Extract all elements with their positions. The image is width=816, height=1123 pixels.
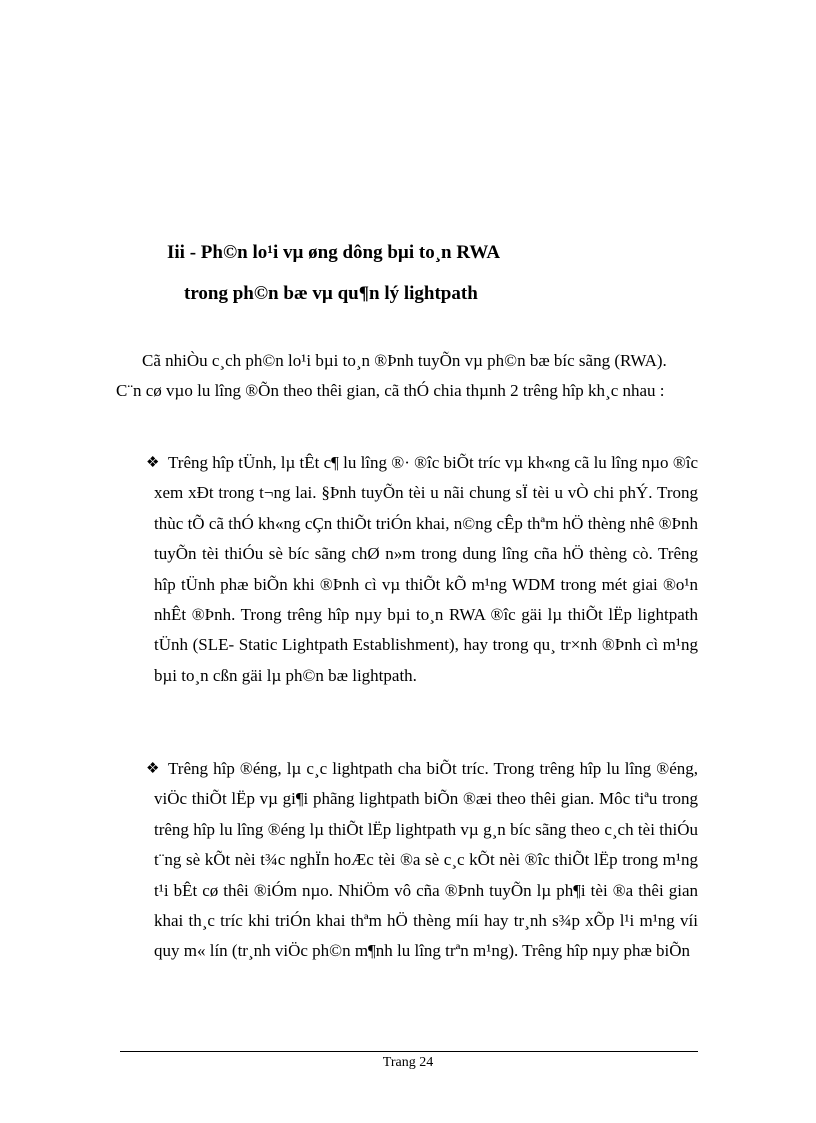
- bullet-text-dynamic: Trêng hîp ®éng, lµ c¸c lightpath cha biÕt tríc. Trong trêng hîp lu lîng ®éng, viÖc thiÕt lËp vµ gi¶i phãng lightpath biÕn ®æi theo thêi gian. Môc tiªu trong trêng hîp lu lîng ®éng lµ thiÕt lËp lightpath vµ g¸n bíc sãng theo c¸ch tèi thiÓu t¨ng sè kÕt nèi t¾c nghÏn hoÆc tèi ®a sè c¸c kÕt nèi ®îc thiÕt lËp trong m¹ng t¹i bÊt cø thêi ®iÓm nµo. NhiÖm vô cña ®Þnh tuyÕn lµ ph¶i tèi ®a thêi gian khai th¸c tríc khi triÓn khai thªm hÖ thèng míi hay tr¸nh s¾p xÕp l¹i m¹ng víi quy m« lín (tr¸nh viÖc ph©n m¶nh lu lîng trªn m¹ng). Trêng hîp nµy phæ biÕn: [154, 759, 698, 961]
- diamond-bullet-icon: ❖: [146, 455, 160, 471]
- page-number: Trang 24: [382, 1055, 434, 1070]
- intro-paragraph: Cã nhiÒu c¸ch ph©n lo¹i bµi to¸n ®Þnh tuyÕn vµ ph©n bæ bíc sãng (RWA). C¨n cø vµo lu lîng ®Õn theo thêi gian, cã thÓ chia thµnh 2 trêng hîp kh¸c nhau :: [116, 351, 667, 400]
- bullet-text-static: Trêng hîp tÜnh, lµ tÊt c¶ lu lîng ®· ®îc biÕt tríc vµ kh«ng cã lu lîng nµo ®îc xem xÐt trong t¬ng lai. §Þnh tuyÕn tèi u nãi chung sÏ tèi u vÒ chi phÝ. Trong thùc tÕ cã thÓ kh«ng cÇn thiÕt triÓn khai, n©ng cÊp thªm hÖ thèng nhê ®Þnh tuyÕn tèi thiÓu sè bíc sãng chØ n»m trong dung lîng cña hÖ thèng cò. Trêng hîp tÜnh phæ biÕn khi ®Þnh cì vµ thiÕt kÕ m¹ng WDM trong mét giai ®o¹n nhÊt ®Þnh. Trong trêng hîp nµy bµi to¸n RWA ®îc gäi lµ thiÕt lËp lightpath tÜnh (SLE- Static Lightpath Establishment), hay trong qu¸ tr×nh ®Þnh cì m¹ng bµi to¸n cßn gäi lµ ph©n bæ lightpath.: [154, 453, 698, 685]
- list-item: [146, 754, 698, 967]
- list-item: [146, 448, 698, 691]
- bullet-list-2: [146, 754, 698, 967]
- diamond-bullet-icon: ❖: [146, 761, 160, 777]
- section-heading-line2: trong ph©n bæ vµ qu¶n lý lightpath: [184, 283, 478, 304]
- footer-divider: [120, 1051, 698, 1052]
- section-heading-line1: Iii - Ph©n lo¹i vµ øng dông bµi to¸n RWA: [167, 242, 501, 263]
- bullet-list-1: [146, 448, 698, 691]
